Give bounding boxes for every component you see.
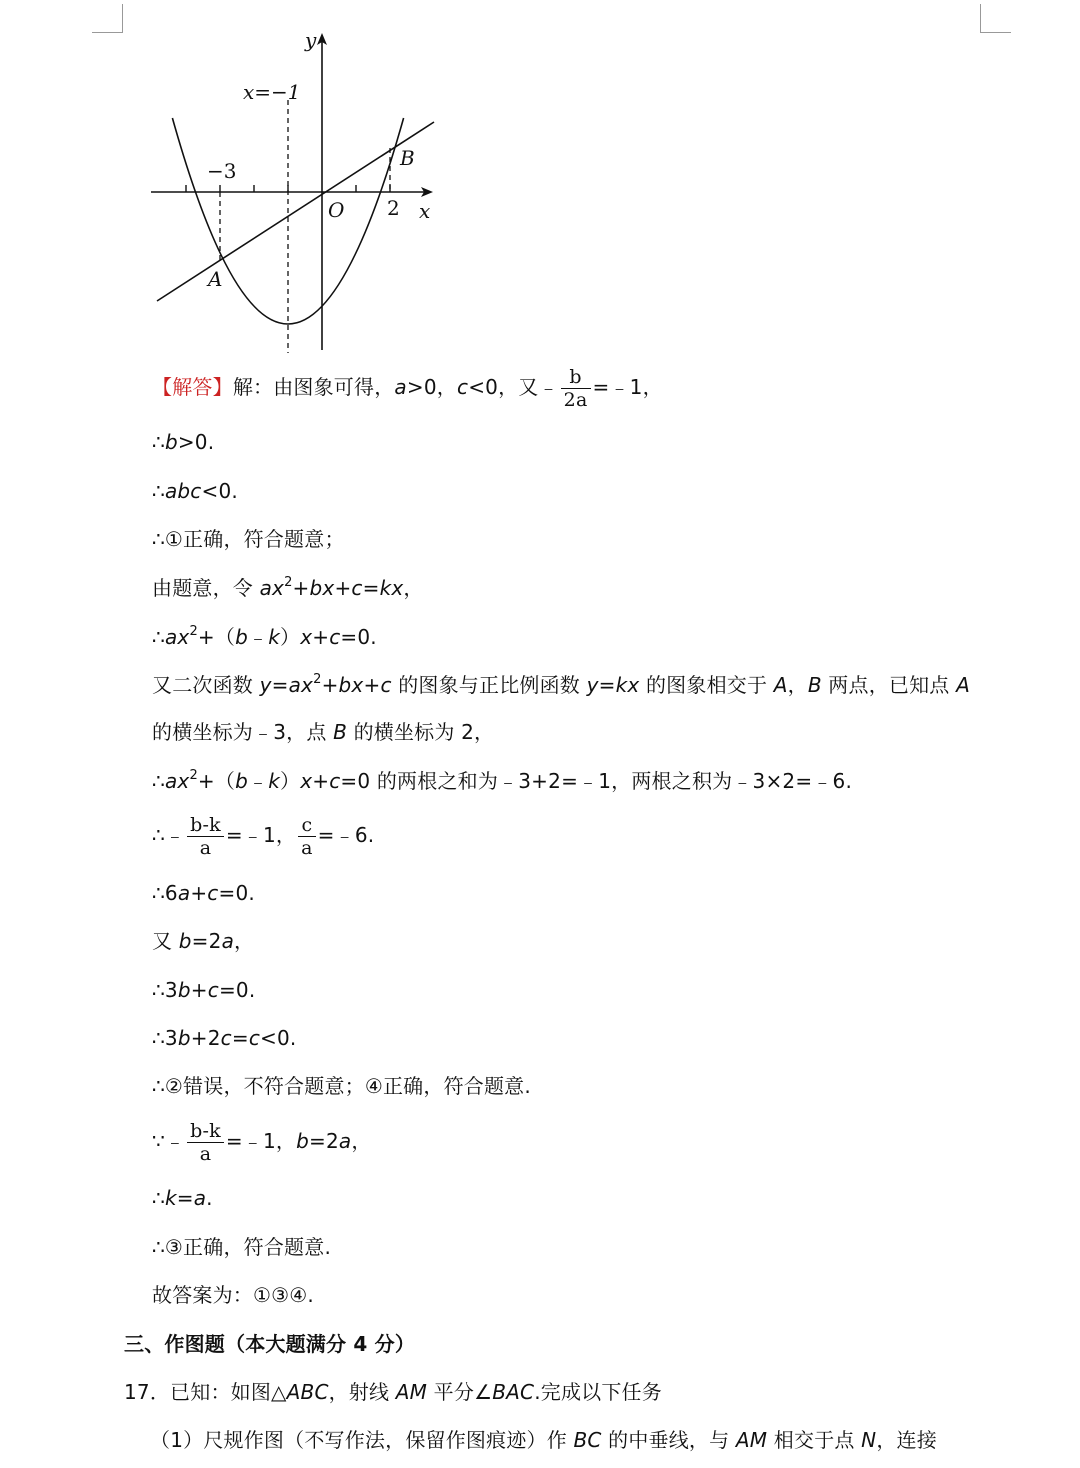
text: +2: [190, 1026, 221, 1050]
text: +: [190, 978, 208, 1002]
var: b: [178, 929, 192, 953]
text: ∴: [152, 430, 165, 454]
text: ，: [403, 576, 424, 600]
exponent: 2: [189, 624, 198, 639]
text: ∴①正确，符合题意；: [152, 527, 345, 551]
question-17: [124, 1378, 662, 1406]
fraction-denominator: a: [301, 837, 313, 859]
var: N: [861, 1428, 877, 1452]
text: 两点，已知点: [821, 673, 957, 697]
var: a: [221, 929, 235, 953]
text: 的横坐标为﹣3，点: [152, 720, 334, 744]
text: 由题意，令: [152, 576, 260, 600]
var: ABC: [286, 1380, 329, 1404]
point-b-label: B: [400, 146, 415, 170]
text: =0 的两根之和为﹣3+2=﹣1，两根之积为﹣3×2=﹣6.: [340, 769, 852, 793]
solution-line-16: [152, 1120, 372, 1165]
text: ∴﹣: [152, 823, 186, 847]
y-axis-label: y: [305, 28, 317, 52]
var: BAC: [492, 1380, 535, 1404]
solution-line-14: [152, 1024, 296, 1052]
var: bx: [338, 673, 364, 697]
fraction-numerator: b-k: [187, 814, 224, 837]
var: abc: [164, 479, 202, 503]
var: kx: [615, 673, 640, 697]
text: =: [362, 576, 380, 600]
text: +: [292, 576, 310, 600]
text: +（: [197, 625, 236, 649]
var: a: [193, 1186, 207, 1210]
text: ∴③正确，符合题意.: [152, 1235, 332, 1259]
text: <0，又﹣: [468, 375, 559, 399]
text: ∴: [152, 769, 165, 793]
text: .: [206, 1186, 213, 1210]
fraction-bk-over-a: [187, 814, 224, 859]
text: +: [321, 673, 339, 697]
text: 又: [152, 929, 179, 953]
text: =﹣1，: [592, 375, 663, 399]
text: ∴②错误，不符合题意；④正确，符合题意.: [152, 1074, 531, 1098]
solution-line-5: [152, 574, 424, 602]
solution-line-8: [152, 718, 494, 746]
text: ）: [280, 625, 301, 649]
fraction-c-over-a: [298, 814, 316, 859]
solution-line-9: [152, 767, 852, 795]
solution-line-3: [152, 477, 238, 505]
origin-label: O: [328, 198, 345, 222]
fraction-numerator: b: [561, 366, 591, 389]
text: ，连接: [876, 1428, 937, 1452]
text: .完成以下任务: [534, 1380, 662, 1404]
var: b: [235, 769, 248, 793]
var: b: [164, 430, 178, 454]
var: c: [456, 375, 469, 399]
point-a-label: A: [208, 267, 223, 291]
x-axis-label: x: [419, 199, 431, 223]
text: +: [363, 673, 381, 697]
var: x: [300, 769, 313, 793]
var: k: [164, 1186, 177, 1210]
solution-line-6: [152, 623, 377, 651]
var: A: [956, 673, 970, 697]
text: =2: [309, 1129, 339, 1153]
solution-line-12: [152, 927, 254, 955]
var: AM: [395, 1380, 428, 1404]
text: 三、作图题（本大题满分 4 分）: [124, 1332, 416, 1356]
text: 的横坐标为 2，: [347, 720, 495, 744]
text: ∵﹣: [152, 1129, 186, 1153]
var: y: [259, 673, 272, 697]
text: ，射线: [328, 1380, 396, 1404]
text: =﹣6.: [317, 823, 375, 847]
text: ﹣: [248, 769, 269, 793]
fraction-numerator: c: [298, 814, 316, 837]
var: ax: [288, 673, 314, 697]
text: ∴3: [152, 978, 178, 1002]
var: b: [177, 978, 191, 1002]
text: =0.: [340, 625, 377, 649]
var: B: [333, 720, 348, 744]
solution-line-2: [152, 428, 214, 456]
solution-line-7: [152, 671, 970, 699]
text: <0.: [201, 479, 238, 503]
var: B: [807, 673, 822, 697]
text: +: [312, 625, 330, 649]
fraction-numerator: b-k: [187, 1120, 224, 1143]
var: c: [207, 881, 219, 905]
text: ，: [351, 1129, 372, 1153]
text: 相交于点: [767, 1428, 862, 1452]
fraction-bk-over-a: [187, 1120, 224, 1165]
symmetry-axis-label: x=−1: [243, 80, 301, 104]
var: c: [329, 769, 341, 793]
var: AM: [735, 1428, 768, 1452]
var: a: [394, 375, 407, 399]
text: ∴6: [152, 881, 178, 905]
var: c: [220, 1026, 232, 1050]
var: c: [329, 625, 341, 649]
text: =0.: [218, 978, 256, 1002]
var: k: [268, 769, 280, 793]
var: ax: [164, 625, 190, 649]
text: +（: [197, 769, 236, 793]
text: ∴: [152, 1186, 165, 1210]
text: 的图象与正比例函数: [391, 673, 587, 697]
question-17-part-1: [150, 1426, 937, 1454]
text: <0.: [260, 1026, 297, 1050]
tick-label-2: 2: [387, 196, 400, 220]
solution-line-11: [152, 879, 255, 907]
var: c: [207, 978, 219, 1002]
section-heading: [124, 1330, 415, 1358]
text: 17．已知：如图△: [124, 1380, 287, 1404]
answer-tag: 【解答】: [152, 375, 233, 399]
solution-line-18: [152, 1233, 331, 1261]
var: bx: [309, 576, 335, 600]
tick-label-minus3: −3: [207, 159, 237, 183]
var: b: [177, 1026, 191, 1050]
fraction-denominator: 2a: [563, 389, 588, 411]
text: 的图象相交于: [639, 673, 774, 697]
solution-line-1: [152, 366, 663, 411]
text: 故答案为：①③④.: [152, 1283, 314, 1307]
text: =: [598, 673, 616, 697]
text: 平分∠: [427, 1380, 493, 1404]
text: ，: [234, 929, 255, 953]
solution-line-13: [152, 976, 255, 1004]
text: +: [334, 576, 352, 600]
exponent: 2: [284, 575, 293, 590]
fraction-b-over-2a: [561, 366, 591, 411]
var: y: [586, 673, 599, 697]
text: =: [176, 1186, 194, 1210]
exponent: 2: [189, 768, 198, 783]
text: 又二次函数: [152, 673, 260, 697]
text: +: [190, 881, 208, 905]
crop-mark-top-right: [980, 4, 1011, 33]
text: =: [271, 673, 289, 697]
var: kx: [379, 576, 404, 600]
var: a: [177, 881, 191, 905]
text: =0.: [218, 881, 255, 905]
text: 的中垂线，与: [601, 1428, 736, 1452]
text: =﹣1，: [225, 1129, 297, 1153]
var: b: [235, 625, 248, 649]
crop-mark-top-left: [92, 4, 123, 33]
text: ∴: [152, 479, 165, 503]
solution-line-4: [152, 525, 345, 553]
text: ∴: [152, 625, 165, 649]
text: ﹣: [248, 625, 269, 649]
solution-line-17: [152, 1184, 213, 1212]
text: >0，: [406, 375, 457, 399]
text: （1）尺规作图（不写作法，保留作图痕迹）作: [150, 1428, 574, 1452]
var: x: [300, 625, 313, 649]
text: ）: [280, 769, 301, 793]
text: +: [312, 769, 330, 793]
parabola-line-figure: [145, 28, 445, 358]
var: a: [338, 1129, 352, 1153]
fraction-denominator: a: [199, 1143, 212, 1165]
var: ax: [259, 576, 285, 600]
text: ∴3: [152, 1026, 178, 1050]
fraction-denominator: a: [199, 837, 212, 859]
text: >0.: [177, 430, 215, 454]
exponent: 2: [313, 672, 322, 687]
var: c: [380, 673, 392, 697]
var: b: [296, 1129, 310, 1153]
var: A: [773, 673, 788, 697]
text: =﹣1，: [225, 823, 297, 847]
var: c: [248, 1026, 261, 1050]
var: k: [268, 625, 280, 649]
solution-line-15: [152, 1072, 531, 1100]
var: c: [351, 576, 363, 600]
text: =2: [191, 929, 222, 953]
var: ax: [164, 769, 190, 793]
text: ，: [787, 673, 808, 697]
text: =: [231, 1026, 249, 1050]
text: 解：由图象可得，: [232, 375, 395, 399]
solution-line-10: [152, 814, 374, 859]
final-answer: [152, 1281, 314, 1309]
var: BC: [573, 1428, 602, 1452]
